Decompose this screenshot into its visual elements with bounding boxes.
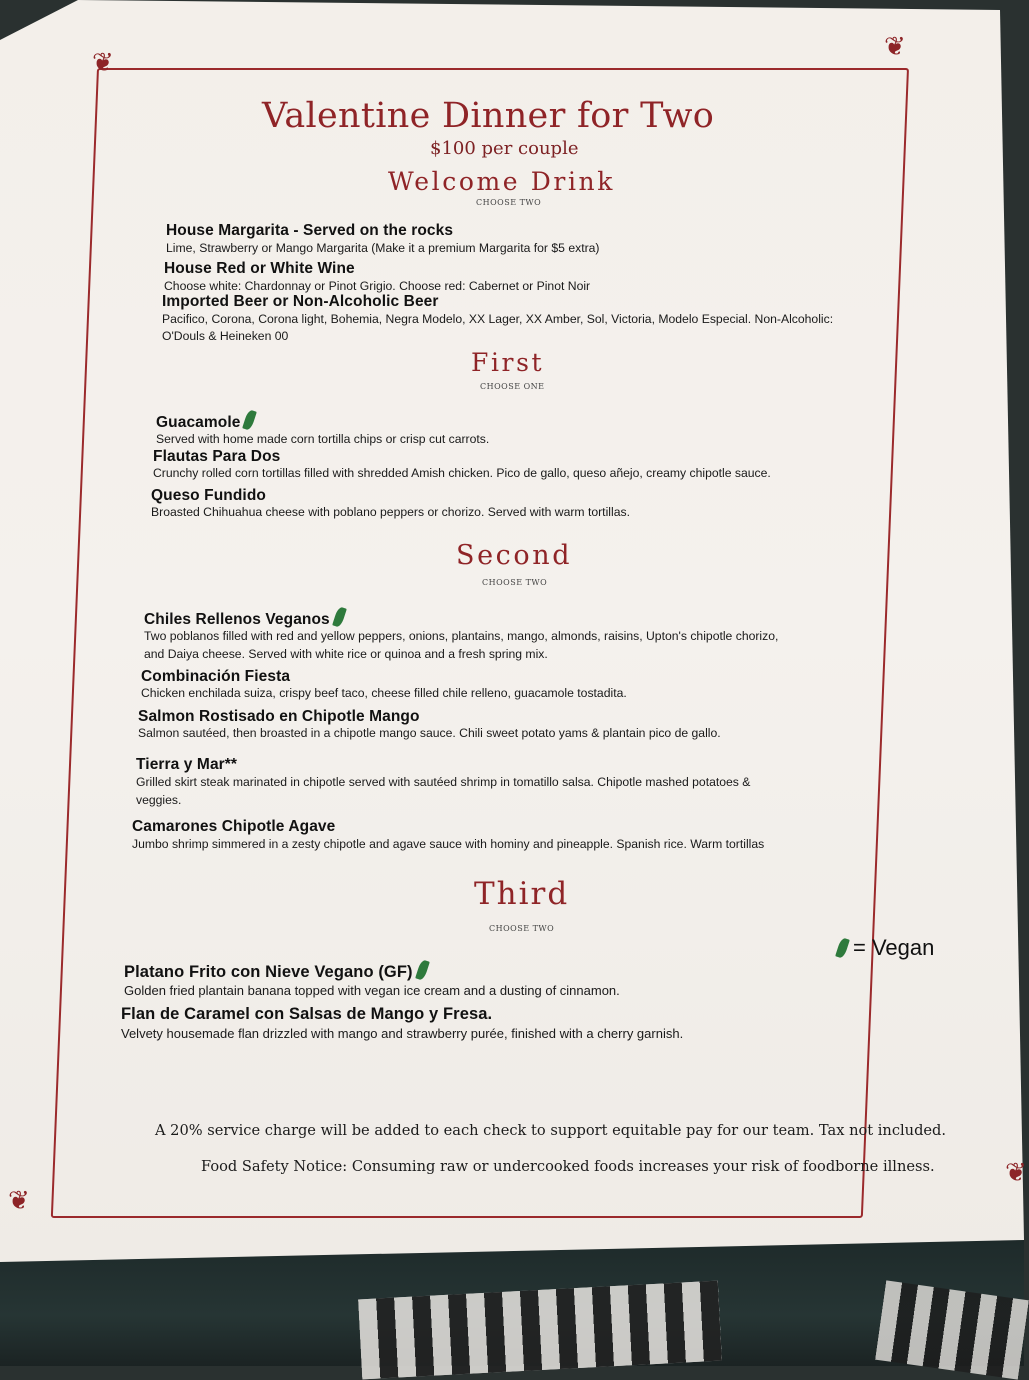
item-description: Velvety housemade flan drizzled with mango and strawberry purée, finished with a cherry garnish. bbox=[121, 1026, 684, 1041]
item-name: Guacamole bbox=[156, 410, 489, 432]
menu-item bbox=[132, 818, 764, 854]
item-description: Golden fried plantain banana topped with vegan ice cream and a dusting of cinnamon. bbox=[124, 983, 620, 998]
legend-text: = Vegan bbox=[853, 935, 935, 960]
item-name: Imported Beer or Non-Alcoholic Beer bbox=[162, 293, 439, 310]
item-description: Two poblanos filled with red and yellow peppers, onions, plantains, mango, almonds, raisins, Upton's chipotle chorizo, bbox=[144, 629, 779, 643]
section-note: CHOOSE TWO bbox=[482, 578, 548, 587]
item-name: Platano Frito con Nieve Vegano (GF) bbox=[124, 960, 620, 982]
menu-item bbox=[144, 607, 778, 664]
item-name: Tierra y Mar** bbox=[136, 756, 238, 773]
vegan-leaf-icon bbox=[243, 409, 258, 431]
item-description: Chicken enchilada suiza, crispy beef taco, cheese filled chile relleno, guacamole tostadita. bbox=[141, 686, 627, 700]
menu-item bbox=[138, 708, 721, 743]
item-name: Camarones Chipotle Agave bbox=[132, 818, 336, 835]
menu-item bbox=[124, 960, 620, 1000]
item-name: House Red or White Wine bbox=[164, 260, 355, 277]
item-description: Pacifico, Corona, Corona light, Bohemia, Negra Modelo, XX Lager, XX Amber, Sol, Victoria, Modelo Especial. Non-Alcoholic: bbox=[162, 312, 834, 326]
vegan-leaf-icon bbox=[332, 606, 347, 628]
item-name: Queso Fundido bbox=[151, 487, 266, 504]
menu-item bbox=[151, 487, 630, 522]
menu-item bbox=[166, 222, 599, 258]
service-charge-notice: A 20% service charge will be added to each check to support equitable pay for our team. Tax not included. bbox=[155, 1122, 947, 1139]
item-description: Salmon sautéed, then broasted in a chipotle mango sauce. Chili sweet potato yams & plantain pico de gallo. bbox=[138, 726, 721, 740]
menu-item bbox=[162, 293, 833, 346]
item-description: Grilled skirt steak marinated in chipotle served with sautéed shrimp in tomatillo salsa. Chipotle mashed potatoes & bbox=[136, 775, 751, 789]
item-description: and Daiya cheese. Served with white rice or quinoa and a fresh spring mix. bbox=[144, 647, 548, 661]
food-safety-notice: Food Safety Notice: Consuming raw or undercooked foods increases your risk of foodborne illness. bbox=[201, 1158, 935, 1175]
menu-title: Valentine Dinner for Two bbox=[262, 96, 715, 136]
item-description: Crunchy rolled corn tortillas filled with shredded Amish chicken. Pico de gallo, queso añejo, creamy chipotle sauce. bbox=[153, 466, 771, 480]
section-heading-third: Third bbox=[474, 876, 570, 912]
item-description: O'Douls & Heineken 00 bbox=[162, 329, 289, 343]
section-note: CHOOSE ONE bbox=[480, 382, 545, 391]
section-heading-second: Second bbox=[456, 540, 573, 571]
section-note: CHOOSE TWO bbox=[476, 198, 542, 207]
vegan-legend bbox=[838, 935, 934, 961]
item-description: Choose white: Chardonnay or Pinot Grigio. Choose red: Cabernet or Pinot Noir bbox=[164, 279, 591, 293]
corner-ornament-icon: ❦ bbox=[92, 48, 114, 78]
menu-item bbox=[141, 668, 627, 703]
menu-price: $100 per couple bbox=[430, 138, 579, 159]
item-description: Served with home made corn tortilla chips or crisp cut carrots. bbox=[156, 432, 490, 446]
section-heading-welcome-drink: Welcome Drink bbox=[388, 167, 615, 196]
item-name: Flan de Caramel con Salsas de Mango y Fresa. bbox=[121, 1005, 493, 1023]
corner-ornament-icon: ❦ bbox=[8, 1186, 30, 1216]
menu-item bbox=[164, 260, 590, 296]
item-description: veggies. bbox=[136, 793, 182, 807]
item-name: Chiles Rellenos Veganos bbox=[144, 607, 778, 629]
vegan-leaf-icon bbox=[835, 937, 850, 959]
item-description: Jumbo shrimp simmered in a zesty chipotle and agave sauce with hominy and pineapple. Spanish rice. Warm tortillas bbox=[132, 837, 765, 851]
item-description: Broasted Chihuahua cheese with poblano peppers or chorizo. Served with warm tortillas. bbox=[151, 505, 630, 519]
vegan-leaf-icon bbox=[415, 959, 430, 981]
menu-item bbox=[153, 448, 771, 483]
corner-ornament-icon: ❦ bbox=[884, 32, 906, 62]
section-note: CHOOSE TWO bbox=[489, 924, 555, 933]
menu-item bbox=[136, 756, 750, 810]
item-name: Salmon Rostisado en Chipotle Mango bbox=[138, 708, 420, 725]
item-name: Flautas Para Dos bbox=[153, 448, 281, 465]
section-heading-first: First bbox=[471, 348, 545, 377]
item-name: Combinación Fiesta bbox=[141, 668, 291, 685]
menu-item bbox=[156, 410, 489, 449]
item-description: Lime, Strawberry or Mango Margarita (Make it a premium Margarita for $5 extra) bbox=[166, 241, 600, 255]
menu-item bbox=[121, 1005, 683, 1043]
item-name: House Margarita - Served on the rocks bbox=[166, 222, 454, 239]
corner-ornament-icon: ❦ bbox=[1005, 1158, 1027, 1188]
